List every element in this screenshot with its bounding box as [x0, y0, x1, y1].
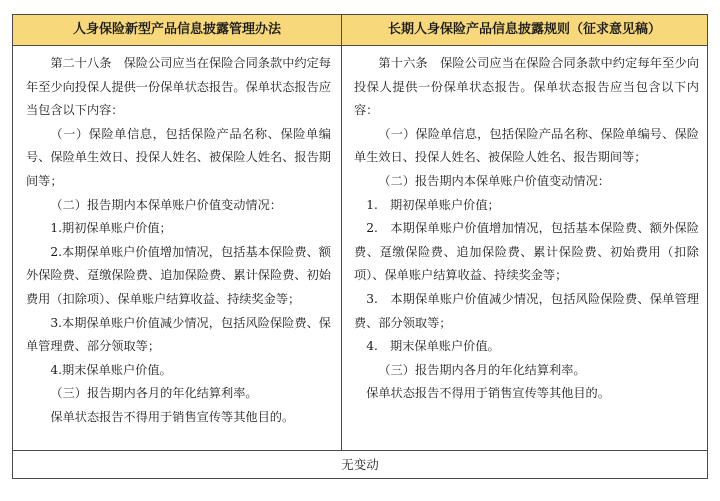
left-sub-4: 4.期末保单账户价值。	[50, 362, 172, 377]
right-sub-3: 3. 本期保单账户价值减少情况，包括风险保险费、保单管理费、部分领取等；	[354, 291, 699, 330]
left-item-1: （一）保险单信息，包括保险产品名称、保险单编号、保险单生效日、投保人姓名、被保险人姓名、报告期间等；	[26, 126, 331, 188]
left-sub-1: 1.期初保单账户价值；	[50, 221, 172, 236]
left-column	[13, 46, 342, 450]
right-sub-1: 1. 期初保单账户价值；	[366, 197, 500, 212]
header-right: 长期人身保险产品信息披露规则（征求意见稿）	[387, 22, 661, 37]
left-item-2: （二）报告期内本保单账户价值变动情况：	[50, 197, 282, 212]
table-footer-row: 无变动	[13, 450, 707, 479]
left-item-3: （三）报告期内各月的年化结算利率。	[50, 386, 258, 401]
right-column	[342, 46, 707, 450]
right-item-1: （一）保险单信息，包括保险产品名称、保险单编号、保险单生效日、投保人姓名、被保险人姓名、报告期间等；	[354, 126, 699, 165]
right-item-2: （二）报告期内本保单账户价值变动情况：	[378, 173, 610, 188]
header-left: 人身保险新型产品信息披露管理办法	[13, 15, 342, 45]
right-sub-2: 2. 本期保单账户价值增加情况，包括基本保险费、额外保险费、趸缴保险费、追加保险费、累计保险费、初始费用（扣除项）、保单账户结算收益、持续奖金等；	[354, 221, 699, 283]
right-article-intro: 第十六条 保险公司应当在保险合同条款中约定每年至少向投保人提供一份保单状态报告。保单状态报告应当包含以下内容：	[354, 56, 699, 118]
comparison-table	[12, 14, 708, 479]
right-item-3: （三）报告期内各月的年化结算利率。	[378, 362, 586, 377]
left-sub-3: 3.本期保单账户价值减少情况，包括风险保险费、保单管理费、部分领取等；	[26, 315, 331, 354]
table-header-row	[13, 15, 707, 46]
left-closing: 保单状态报告不得用于销售宣传等其他目的。	[50, 409, 295, 424]
left-article-intro: 第二十八条 保险公司应当在保险合同条款中约定每年至少向投保人提供一份保单状态报告。保单状态报告应当包含以下内容：	[26, 56, 331, 118]
left-sub-2: 2.本期保单账户价值增加情况，包括基本保险费、额外保险费、趸缴保险费、追加保险费、累计保险费、初始费用（扣除项）、保单账户结算收益、持续奖金等；	[26, 244, 331, 306]
right-closing: 保单状态报告不得用于销售宣传等其他目的。	[366, 386, 610, 401]
right-sub-4: 4. 期末保单账户价值。	[366, 339, 500, 354]
